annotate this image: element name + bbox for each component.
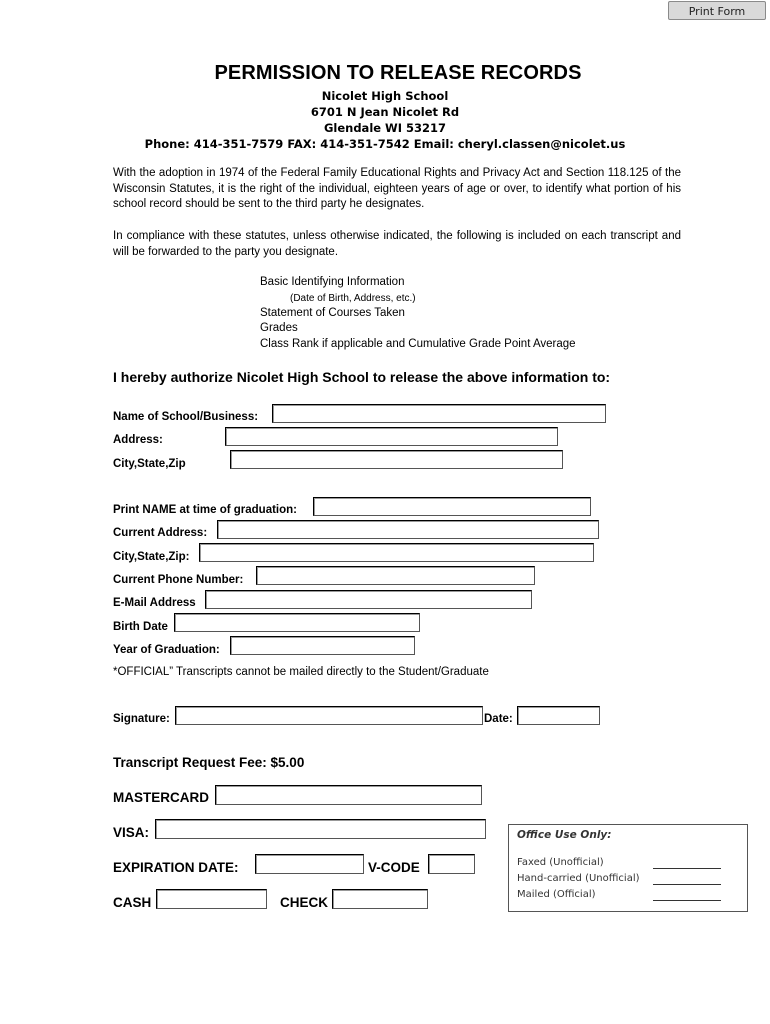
intro-paragraph: With the adoption in 1974 of the Federal Family Educational Rights and Privacy Act and Section 118.125 of the Wisconsin Statutes, it is the right of the individual, eighteen years of age or over, to identify what portion of his school record should be sent to the third party he designates. — [113, 167, 681, 210]
school-contact: Phone: 414-351-7579 FAX: 414-351-7542 Email: cheryl.classen@nicolet.us — [144, 137, 626, 151]
included-item-identifying: Basic Identifying Information — [260, 276, 405, 288]
date-label: Date: — [484, 713, 513, 725]
visa-label: VISA: — [113, 825, 150, 840]
date-input[interactable] — [517, 706, 600, 725]
student-city-input[interactable] — [199, 543, 594, 562]
mastercard-input[interactable] — [215, 785, 482, 805]
recipient-name-input[interactable] — [272, 404, 606, 423]
transcript-fee: Transcript Request Fee: $5.00 — [113, 755, 305, 770]
office-mailed-line — [653, 900, 721, 901]
expiration-date-label: EXPIRATION DATE: — [113, 860, 239, 875]
vcode-label: V-CODE — [368, 860, 420, 875]
school-city: Glendale WI 53217 — [323, 121, 447, 135]
recipient-city-label: City,State,Zip — [113, 458, 186, 470]
student-address-input[interactable] — [217, 520, 599, 539]
school-name: Nicolet High School — [321, 89, 449, 103]
office-mailed-label: Mailed (Official) — [517, 889, 596, 900]
included-item-identifying-detail: (Date of Birth, Address, etc.) — [290, 293, 416, 304]
visa-input[interactable] — [155, 819, 486, 839]
student-city-label: City,State,Zip: — [113, 551, 190, 563]
office-hand-carried-label: Hand-carried (Unofficial) — [517, 873, 640, 884]
print-form-button[interactable]: Print Form — [668, 1, 766, 20]
official-transcript-note: *OFFICIAL” Transcripts cannot be mailed directly to the Student/Graduate — [113, 666, 489, 678]
recipient-address-label: Address: — [113, 434, 163, 446]
student-email-label: E-Mail Address — [113, 597, 196, 609]
signature-input[interactable] — [175, 706, 483, 725]
page-title: PERMISSION TO RELEASE RECORDS — [214, 62, 582, 84]
included-item-courses: Statement of Courses Taken — [260, 307, 405, 319]
student-grad-year-label: Year of Graduation: — [113, 644, 220, 656]
student-address-label: Current Address: — [113, 527, 208, 539]
recipient-address-input[interactable] — [225, 427, 558, 446]
included-item-class-rank: Class Rank if applicable and Cumulative Grade Point Average — [260, 338, 576, 350]
student-grad-year-input[interactable] — [230, 636, 415, 655]
student-name-label: Print NAME at time of graduation: — [113, 504, 297, 516]
student-birth-label: Birth Date — [113, 621, 168, 633]
student-phone-label: Current Phone Number: — [113, 574, 244, 586]
student-birth-input[interactable] — [174, 613, 420, 632]
signature-label: Signature: — [113, 713, 170, 725]
school-street: 6701 N Jean Nicolet Rd — [310, 105, 460, 119]
expiration-date-input[interactable] — [255, 854, 364, 874]
authorization-statement: I hereby authorize Nicolet High School to release the above information to: — [113, 369, 611, 385]
cash-input[interactable] — [156, 889, 267, 909]
student-email-input[interactable] — [205, 590, 532, 609]
cash-label: CASH — [113, 895, 152, 910]
office-hand-carried-line — [653, 884, 721, 885]
recipient-city-input[interactable] — [230, 450, 563, 469]
included-item-grades: Grades — [260, 322, 298, 334]
mastercard-label: MASTERCARD — [113, 790, 209, 805]
vcode-input[interactable] — [428, 854, 475, 874]
student-phone-input[interactable] — [256, 566, 535, 585]
office-faxed-line — [653, 868, 721, 869]
compliance-paragraph: In compliance with these statutes, unless otherwise indicated, the following is included on each transcript and will be forwarded to the party you designate. — [113, 230, 681, 258]
office-use-box — [508, 824, 748, 912]
office-use-title: Office Use Only: — [517, 829, 612, 841]
check-input[interactable] — [332, 889, 428, 909]
student-name-input[interactable] — [313, 497, 591, 516]
office-faxed-label: Faxed (Unofficial) — [517, 857, 604, 868]
check-label: CHECK — [280, 895, 329, 910]
recipient-name-label: Name of School/Business: — [113, 411, 259, 423]
